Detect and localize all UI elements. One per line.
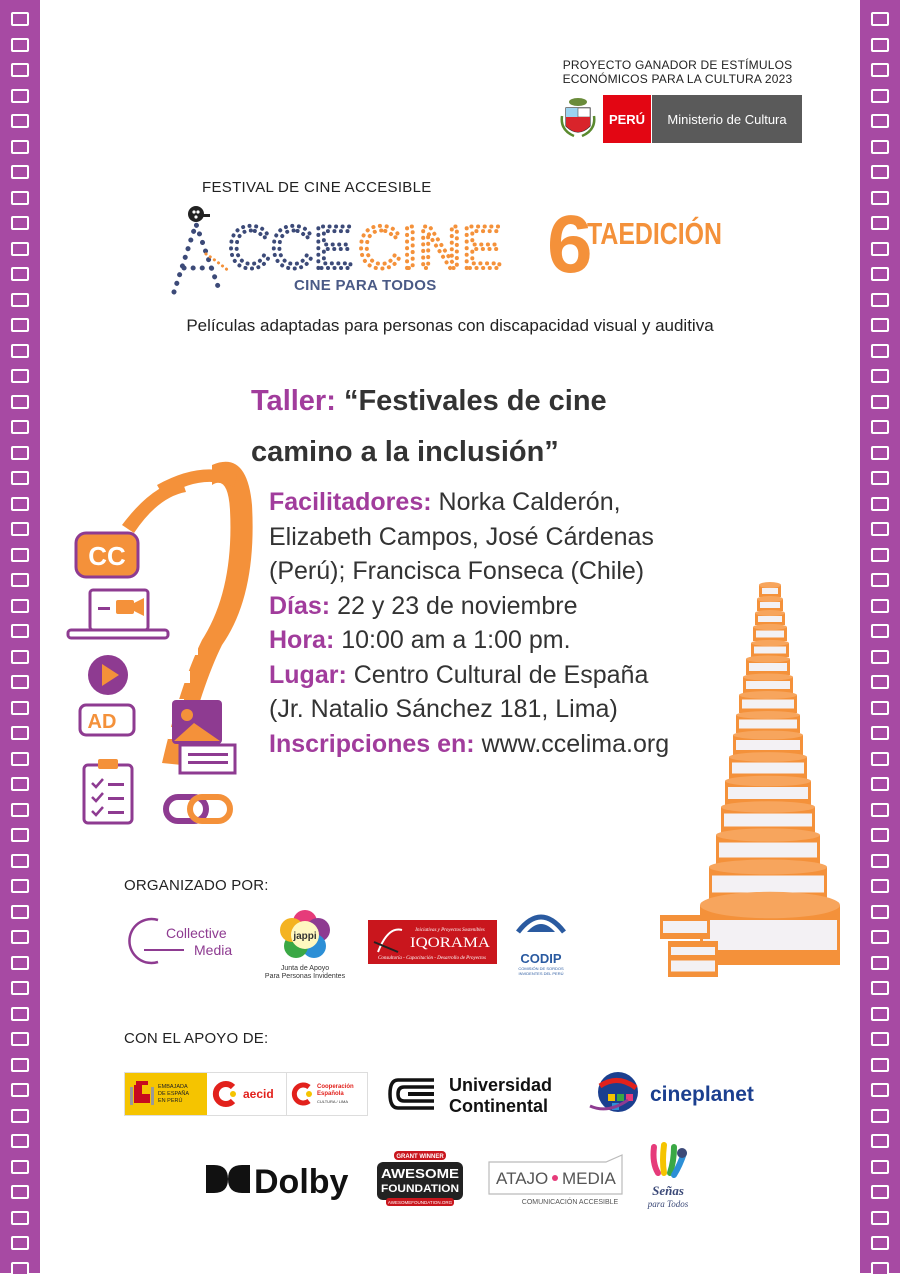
sprocket-hole — [871, 624, 889, 638]
svg-text:AWESOMEFOUNDATION.ORG: AWESOMEFOUNDATION.ORG — [387, 1200, 453, 1205]
svg-text:Continental: Continental — [449, 1096, 548, 1116]
svg-text:AWESOME: AWESOME — [381, 1166, 460, 1181]
sprocket-hole — [871, 293, 889, 307]
peru-badge: PERÚ — [603, 95, 651, 143]
spain-cooperation-logos — [124, 1072, 368, 1116]
sprocket-hole — [11, 624, 29, 638]
sprocket-hole — [11, 828, 29, 842]
jappi-logo — [262, 908, 348, 982]
checklist-icon — [84, 759, 132, 823]
svg-text:Señas: Señas — [652, 1183, 684, 1198]
sprocket-hole — [871, 1262, 889, 1276]
sprocket-hole — [11, 1160, 29, 1174]
sprocket-hole — [11, 1262, 29, 1276]
svg-text:GRANT WINNER: GRANT WINNER — [396, 1154, 444, 1160]
sprocket-hole — [871, 38, 889, 52]
sprocket-hole — [871, 216, 889, 230]
inscripciones-link[interactable]: www.ccelima.org — [474, 729, 670, 758]
lugar-value: Centro Cultural de España — [346, 660, 649, 689]
svg-text:Iniciativas y Proyectos Sosten: Iniciativas y Proyectos Sostenibles — [415, 928, 485, 933]
aecid-text: aecid — [243, 1087, 274, 1101]
sprocket-hole — [11, 930, 29, 944]
sprocket-hole — [871, 599, 889, 613]
collective-media-logo — [124, 914, 254, 970]
spain-coat-of-arms-icon — [129, 1079, 155, 1109]
facilitadores-line-3: (Perú); Francisca Fonseca (Chile) — [269, 557, 645, 585]
sprocket-hole — [871, 395, 889, 409]
festival-subtitle: Películas adaptadas para personas con discapacidad visual y auditiva — [186, 316, 714, 335]
svg-text:MEDIA: MEDIA — [562, 1169, 616, 1188]
sprocket-hole — [11, 956, 29, 970]
sprocket-hole — [11, 140, 29, 154]
sprocket-hole — [11, 497, 29, 511]
con-el-apoyo-title: CON EL APOYO DE: — [124, 1030, 269, 1047]
sprocket-hole — [871, 63, 889, 77]
sprocket-hole — [871, 446, 889, 460]
svg-text:jappi: jappi — [293, 931, 317, 942]
sprocket-hole — [871, 114, 889, 128]
image-document-icon — [172, 700, 235, 773]
sprocket-hole — [11, 242, 29, 256]
proyecto-line-1: PROYECTO GANADOR DE ESTÍMULOS — [562, 58, 793, 72]
sprocket-hole — [11, 1083, 29, 1097]
inscripciones-label: Inscripciones en: — [269, 729, 475, 758]
logo-letter-a — [174, 224, 220, 292]
sprocket-hole — [871, 369, 889, 383]
svg-text:COMUNICACIÓN ACCESIBLE: COMUNICACIÓN ACCESIBLE — [521, 1199, 619, 1206]
svg-text:AD: AD — [87, 711, 117, 733]
embajada-espana-logo — [125, 1073, 207, 1115]
film-reel-tier — [716, 828, 820, 865]
film-reel-tier — [729, 752, 807, 779]
sprocket-hole — [871, 905, 889, 919]
awesome-foundation-logo — [374, 1150, 466, 1208]
facilitadores-value: Norka Calderón, — [431, 488, 621, 516]
film-reel-tier — [721, 801, 815, 833]
taller-label: Taller: — [251, 385, 336, 417]
sprocket-hole — [11, 267, 29, 281]
sprocket-hole — [871, 930, 889, 944]
codip-name: CODIP — [520, 951, 562, 966]
cooperacion-line-3: CULTURA / LIMA — [317, 1098, 349, 1104]
cooperacion-espanola-logo — [287, 1073, 367, 1115]
sprocket-hole — [871, 242, 889, 256]
sprocket-hole — [11, 344, 29, 358]
sprocket-hole — [871, 650, 889, 664]
dolby-logo — [204, 1157, 354, 1201]
sprocket-hole — [11, 38, 29, 52]
sprocket-hole — [871, 165, 889, 179]
sprocket-hole — [11, 548, 29, 562]
sprocket-hole — [11, 675, 29, 689]
film-reel-tier — [739, 691, 797, 713]
sprocket-hole — [871, 573, 889, 587]
sprocket-hole — [871, 879, 889, 893]
sprocket-hole — [11, 395, 29, 409]
film-reel-icon — [188, 206, 210, 222]
hora-label: Hora: — [269, 626, 335, 654]
embajada-line-3: EN PERÚ — [158, 1097, 183, 1104]
sprocket-hole — [871, 1211, 889, 1225]
sprocket-hole — [871, 777, 889, 791]
sprocket-hole — [871, 191, 889, 205]
sprocket-hole — [11, 854, 29, 868]
film-reel-tier — [746, 655, 790, 675]
sprocket-hole — [871, 1032, 889, 1046]
sprocket-hole — [871, 1007, 889, 1021]
embajada-line-2: DE ESPAÑA — [158, 1090, 190, 1097]
sprocket-hole — [11, 1185, 29, 1199]
sprocket-hole — [11, 216, 29, 230]
sprocket-hole — [871, 522, 889, 536]
sprocket-hole — [871, 548, 889, 562]
sprocket-hole — [871, 1236, 889, 1250]
codip-subtitle-1: COMISIÓN DE SORDOS — [518, 966, 564, 971]
sprocket-hole — [11, 1211, 29, 1225]
universidad-continental-logo — [388, 1072, 568, 1116]
closed-caption-icon — [76, 533, 138, 577]
sprocket-hole — [11, 1134, 29, 1148]
ministerio-badge: Ministerio de Cultura — [652, 95, 802, 143]
film-reel-tier — [759, 582, 781, 597]
proyecto-ganador-text — [545, 58, 810, 86]
sprocket-hole — [871, 140, 889, 154]
film-strip-right — [860, 0, 900, 1273]
audio-description-icon — [80, 705, 134, 735]
facilitadores-line-2: Elizabeth Campos, José Cárdenas — [269, 522, 654, 551]
sexta-edicion-badge — [545, 198, 756, 290]
aecid-c-icon — [213, 1081, 239, 1107]
sprocket-hole — [11, 803, 29, 817]
taller-title-line-2: camino a la inclusión” — [251, 436, 559, 468]
sprocket-hole — [11, 12, 29, 26]
logo-text-acce: CCE — [228, 214, 353, 281]
play-button-icon — [88, 655, 128, 695]
svg-text:CC: CC — [88, 541, 126, 571]
dias-value: 22 y 23 de noviembre — [330, 591, 578, 620]
sprocket-hole — [11, 1007, 29, 1021]
svg-text:Media: Media — [194, 942, 233, 958]
sprocket-hole — [11, 726, 29, 740]
sprocket-hole — [11, 191, 29, 205]
lugar-line-2: (Jr. Natalio Sánchez 181, Lima) — [269, 695, 618, 723]
sprocket-hole — [11, 777, 29, 791]
film-reel-tier — [743, 673, 793, 693]
sprocket-hole — [11, 522, 29, 536]
sprocket-hole — [871, 1083, 889, 1097]
embajada-line-1: EMBAJADA — [158, 1083, 188, 1090]
sprocket-hole — [871, 497, 889, 511]
sprocket-hole — [871, 1160, 889, 1174]
codip-logo — [512, 908, 570, 974]
film-reel-tier — [753, 624, 787, 641]
proyecto-line-2: ECONÓMICOS PARA LA CULTURA 2023 — [562, 72, 793, 86]
sprocket-hole — [871, 854, 889, 868]
sprocket-hole — [11, 446, 29, 460]
hora-value: 10:00 am a 1:00 pm. — [334, 626, 571, 654]
facilitadores-label: Facilitadores: — [269, 488, 432, 516]
svg-text:FOUNDATION: FOUNDATION — [381, 1183, 460, 1195]
cineplanet-logo — [588, 1070, 773, 1118]
svg-text:para Todos: para Todos — [647, 1199, 689, 1209]
logo-text-cine: CINE — [358, 214, 502, 281]
atajo-media-logo — [486, 1152, 628, 1208]
sprocket-hole — [11, 420, 29, 434]
sprocket-hole — [871, 752, 889, 766]
sprocket-hole — [871, 267, 889, 281]
sprocket-hole — [11, 573, 29, 587]
film-reel-tier — [700, 892, 840, 965]
film-reel-tier — [751, 640, 789, 657]
sprocket-hole — [871, 344, 889, 358]
cineplanet-globe-icon — [590, 1072, 638, 1112]
sprocket-hole — [11, 293, 29, 307]
sprocket-hole — [11, 1032, 29, 1046]
jappi-subtitle-1: Junta de Apoyo — [280, 965, 330, 972]
sprocket-hole — [11, 114, 29, 128]
sprocket-hole — [871, 803, 889, 817]
sprocket-hole — [11, 471, 29, 485]
film-reel-tier — [755, 610, 785, 625]
film-reel-tier — [757, 596, 783, 611]
film-reel-tier — [725, 776, 811, 805]
dias-label: Días: — [269, 591, 331, 620]
sprocket-hole — [871, 89, 889, 103]
peru-coat-of-arms-icon — [560, 96, 596, 140]
sprocket-hole — [871, 726, 889, 740]
sprocket-hole — [871, 828, 889, 842]
sprocket-hole — [871, 420, 889, 434]
sprocket-hole — [871, 471, 889, 485]
sprocket-hole — [871, 1058, 889, 1072]
film-reel-tier — [733, 731, 803, 755]
sprocket-hole — [11, 1236, 29, 1250]
sprocket-hole — [871, 1185, 889, 1199]
cooperacion-line-2: Española — [317, 1090, 344, 1097]
jappi-flower-icon — [278, 908, 332, 960]
sprocket-hole — [11, 165, 29, 179]
laptop-video-icon — [68, 590, 168, 638]
senas-para-todos-logo — [640, 1143, 696, 1215]
festival-label: FESTIVAL DE CINE ACCESIBLE — [202, 179, 432, 196]
sprocket-hole — [11, 981, 29, 995]
cine-para-todos-tagline: CINE PARA TODOS — [294, 277, 437, 294]
film-reel-tower-illustration — [650, 575, 845, 980]
sprocket-hole — [871, 1109, 889, 1123]
film-strip-illustration — [62, 445, 277, 835]
cooperacion-line-1: Cooperación — [317, 1083, 354, 1090]
sprocket-hole — [871, 956, 889, 970]
film-strip-left — [0, 0, 40, 1273]
sprocket-hole — [11, 879, 29, 893]
sprocket-hole — [871, 12, 889, 26]
sprocket-hole — [11, 89, 29, 103]
sprocket-hole — [11, 599, 29, 613]
taller-title-line-1: “Festivales de cine — [335, 385, 607, 417]
sprocket-hole — [871, 981, 889, 995]
sprocket-hole — [11, 1109, 29, 1123]
taller-title — [251, 376, 851, 478]
sprocket-hole — [11, 752, 29, 766]
sprocket-hole — [871, 701, 889, 715]
svg-text:Dolby: Dolby — [254, 1163, 349, 1201]
film-reel-tier — [736, 711, 800, 733]
svg-text:Collective: Collective — [166, 925, 227, 941]
jappi-subtitle-2: Para Personas Invidentes — [264, 973, 346, 980]
dolby-double-d-icon — [206, 1165, 250, 1193]
sprocket-hole — [11, 905, 29, 919]
sprocket-hole — [11, 369, 29, 383]
aecid-logo — [207, 1073, 287, 1115]
lugar-label: Lugar: — [269, 660, 347, 689]
link-chain-icon — [166, 797, 230, 821]
sprocket-hole — [11, 1058, 29, 1072]
sprocket-hole — [11, 701, 29, 715]
codip-subtitle-2: INVIDENTES DEL PERÚ — [518, 971, 564, 976]
edition-number: 6 — [547, 199, 593, 290]
cooperacion-c-icon — [292, 1081, 314, 1107]
svg-text:Universidad: Universidad — [449, 1075, 553, 1095]
svg-text:cineplanet: cineplanet — [650, 1083, 754, 1106]
svg-text:ATAJO: ATAJO — [496, 1169, 549, 1188]
codip-eye-icon — [512, 908, 570, 946]
sprocket-hole — [871, 1134, 889, 1148]
hand-sign-icon — [654, 1145, 688, 1175]
sprocket-hole — [11, 650, 29, 664]
sprocket-hole — [871, 675, 889, 689]
sprocket-hole — [11, 63, 29, 77]
organizado-por-title: ORGANIZADO POR: — [124, 877, 269, 894]
iqorama-logo — [368, 920, 497, 964]
svg-text:Consultoría - Capacitación - D: Consultoría - Capacitación - Desarrollo de Proyectos — [378, 956, 486, 961]
edition-text: TAEDICIÓN — [587, 216, 756, 251]
svg-text:IQORAMA: IQORAMA — [410, 935, 491, 951]
